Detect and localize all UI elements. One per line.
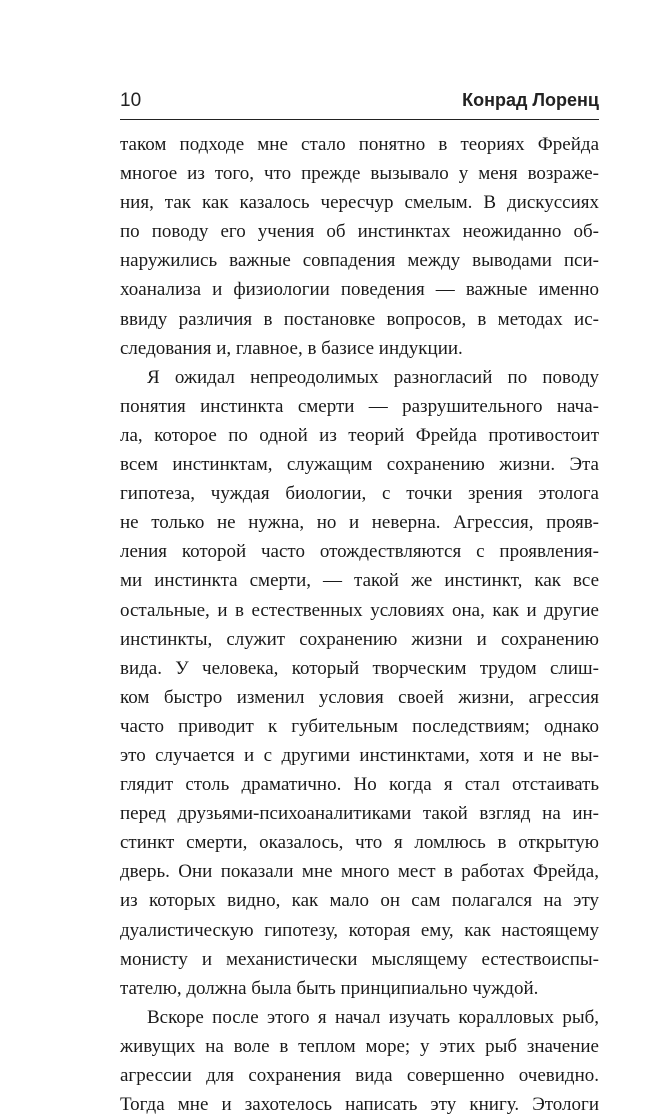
- text-line: по поводу его учения об инстинктах неожиданно об-: [120, 221, 599, 243]
- text-line: это случается и с другими инстинктами, хотя и не вы-: [120, 744, 599, 766]
- text-line: тателю, должна была быть принципиально чуждой.: [120, 977, 539, 999]
- text-line: гипотеза, чуждая биологии, с точки зрения этолога: [120, 483, 599, 505]
- text-line: Я ожидал непреодолимых разногласий по поводу: [147, 366, 599, 388]
- text-line: хоанализа и физиологии поведения — важные именно: [120, 279, 599, 301]
- text-line: агрессии для сохранения вида совершенно очевидно.: [120, 1065, 599, 1086]
- text-line: перед друзьями-психоаналитиками такой взгляд на ин-: [120, 803, 599, 825]
- text-line: дверь. Они показали мне много мест в работах Фрейда,: [120, 861, 599, 883]
- running-head-author: Конрад Лоренц: [462, 90, 599, 110]
- text-line: ком быстро изменил условия своей жизни, агрессия: [120, 686, 599, 708]
- text-line: ния, так как казалось чересчур смелым. В дискуссиях: [120, 192, 599, 214]
- text-line: остальные, и в естественных условиях она, как и другие: [120, 599, 599, 621]
- text-line: ми инстинкта смерти, — такой же инстинкт, как все: [120, 570, 599, 592]
- text-line: наружились важные совпадения между выводами пси-: [120, 250, 599, 272]
- page-header: [120, 89, 599, 120]
- text-line: не только не нужна, но и неверна. Агрессия, прояв-: [120, 512, 599, 534]
- text-line: ла, которое по одной из теорий Фрейда противостоит: [120, 424, 599, 446]
- text-line: живущих на воле в теплом море; у этих рыб значение: [120, 1035, 599, 1057]
- text-line: глядит столь драматично. Но когда я стал отстаивать: [120, 774, 599, 796]
- text-line: монисту и механистически мыслящему естествоиспы-: [120, 948, 599, 970]
- text-line: всем инстинктам, служащим сохранению жизни. Эта: [120, 454, 599, 476]
- text-line: Тогда мне и захотелось написать эту книгу. Этологи: [120, 1094, 599, 1116]
- text-line: ввиду различия в постановке вопросов, в методах ис-: [120, 308, 599, 330]
- text-line: из которых видно, как мало он сам полагался на эту: [120, 890, 599, 912]
- body-text: [120, 130, 599, 1119]
- text-line: многое из того, что прежде вызывало у меня возраже-: [120, 163, 599, 185]
- text-line: часто приводит к губительным последствиям; однако: [120, 715, 599, 737]
- page-number: 10: [120, 90, 142, 111]
- text-line: таком подходе мне стало понятно в теориях Фрейда: [120, 134, 599, 155]
- text-line: понятия инстинкта смерти — разрушительного нача-: [120, 395, 599, 417]
- text-line: вида. У человека, который творческим трудом слиш-: [120, 657, 599, 679]
- text-line: Вскоре после этого я начал изучать коралловых рыб,: [147, 1006, 599, 1028]
- text-line: дуалистическую гипотезу, которая ему, как настоящему: [120, 919, 599, 941]
- text-line: инстинкты, служит сохранению жизни и сохранению: [120, 628, 599, 650]
- text-line: ления которой часто отождествляются с проявления-: [120, 541, 599, 563]
- text-line: следования и, главное, в базисе индукции.: [120, 337, 463, 359]
- text-line: стинкт смерти, оказалось, что я ломлюсь в открытую: [120, 832, 599, 854]
